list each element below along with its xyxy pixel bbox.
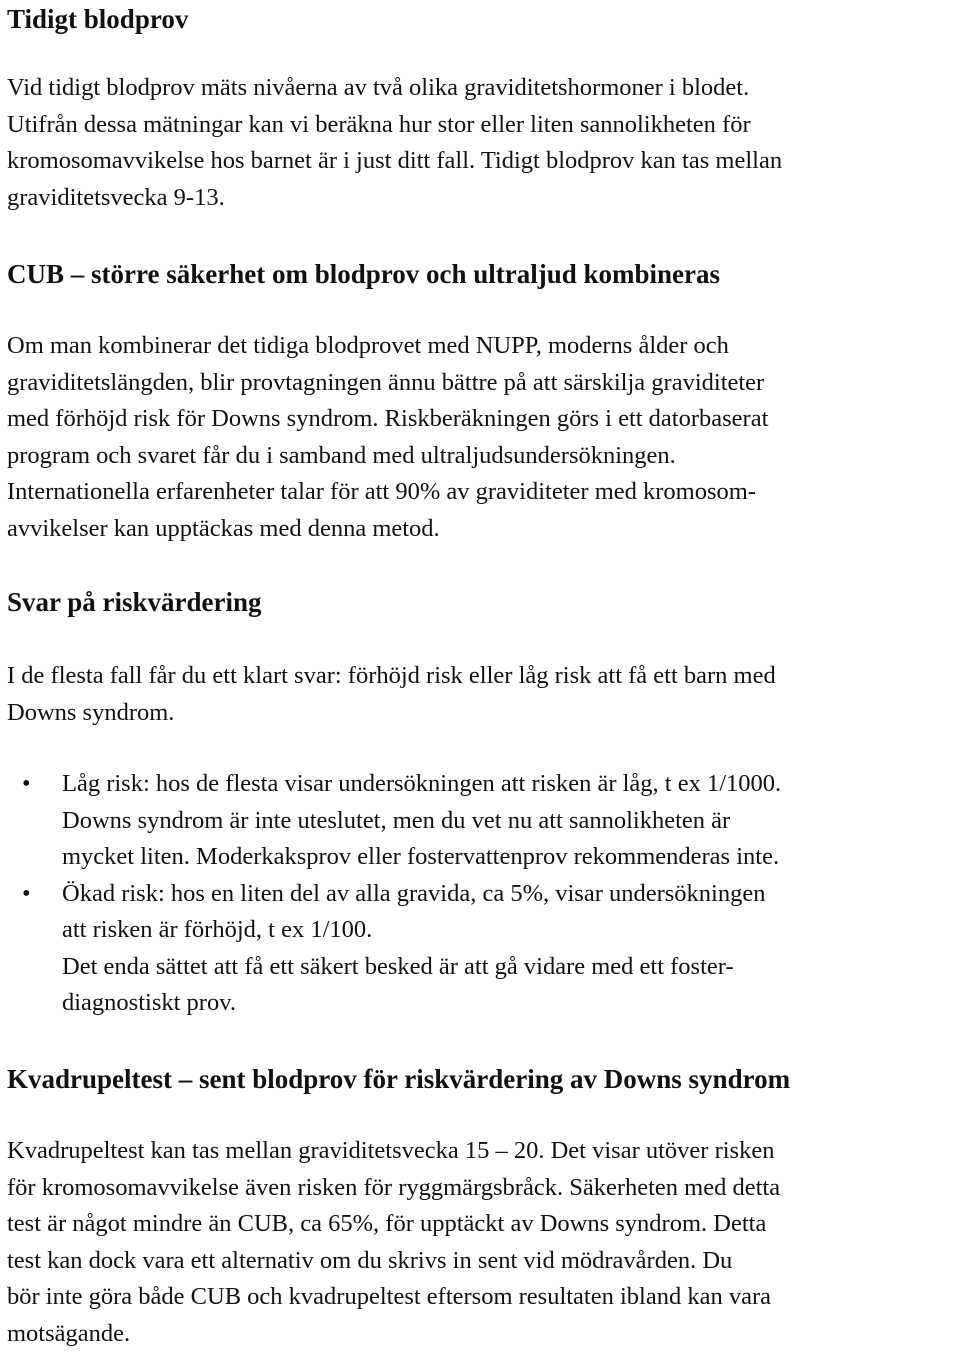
text-line: Downs syndrom är inte uteslutet, men du vet nu att sannolikheten är: [62, 803, 957, 840]
text-line: Det enda sättet att få ett säkert besked är att gå vidare med ett foster-: [62, 949, 957, 986]
text-line: bör inte göra både CUB och kvadrupeltest eftersom resultaten ibland kan vara: [7, 1279, 957, 1316]
text-line: Om man kombinerar det tidiga blodprovet med NUPP, moderns ålder och: [7, 328, 957, 365]
paragraph-tidigt-blodprov: [7, 70, 957, 216]
text-line: program och svaret får du i samband med ultraljudsundersökningen.: [7, 438, 957, 475]
text-line: Utifrån dessa mätningar kan vi beräkna hur stor eller liten sannolikheten för: [7, 107, 957, 144]
text-line: I de flesta fall får du ett klart svar: förhöjd risk eller låg risk att få ett barn med: [7, 658, 957, 695]
paragraph-svar: [7, 658, 957, 731]
text-line: Ökad risk: hos en liten del av alla gravida, ca 5%, visar undersökningen: [62, 876, 957, 913]
heading-cub: CUB – större säkerhet om blodprov och ultraljud kombineras: [7, 257, 720, 291]
bullet-icon: •: [22, 766, 31, 803]
heading-kvadrupeltest: Kvadrupeltest – sent blodprov för riskvärdering av Downs syndrom: [7, 1062, 790, 1096]
heading-svar-pa-riskvardering: Svar på riskvärdering: [7, 585, 262, 619]
text-line: för kromosomavvikelse även risken för ryggmärgsbråck. Säkerheten med detta: [7, 1170, 957, 1207]
text-line: Vid tidigt blodprov mäts nivåerna av två olika graviditetshormoner i blodet.: [7, 70, 957, 107]
text-line: med förhöjd risk för Downs syndrom. Riskberäkningen görs i ett datorbaserat: [7, 401, 957, 438]
text-line: att risken är förhöjd, t ex 1/100.: [62, 912, 957, 949]
text-line: graviditetslängden, blir provtagningen ännu bättre på att särskilja graviditeter: [7, 365, 957, 402]
heading-tidigt-blodprov: Tidigt blodprov: [7, 2, 188, 36]
text-line: Låg risk: hos de flesta visar undersökningen att risken är låg, t ex 1/1000.: [62, 766, 957, 803]
bullet-icon: •: [22, 876, 31, 913]
list-item-low-risk: [7, 766, 957, 876]
risk-bullet-list: [7, 766, 957, 1022]
list-item-increased-risk: [7, 876, 957, 1022]
text-line: mycket liten. Moderkaksprov eller fostervattenprov rekommenderas inte.: [62, 839, 957, 876]
paragraph-kvadrupeltest: [7, 1133, 957, 1352]
text-line: kromosomavvikelse hos barnet är i just ditt fall. Tidigt blodprov kan tas mellan: [7, 143, 957, 180]
text-line: Internationella erfarenheter talar för att 90% av graviditeter med kromosom-: [7, 474, 957, 511]
text-line: graviditetsvecka 9-13.: [7, 180, 957, 217]
text-line: avvikelser kan upptäckas med denna metod.: [7, 511, 957, 548]
text-line: Downs syndrom.: [7, 695, 957, 732]
paragraph-cub: [7, 328, 957, 547]
text-line: test kan dock vara ett alternativ om du skrivs in sent vid mödravården. Du: [7, 1243, 957, 1280]
text-line: motsägande.: [7, 1316, 957, 1352]
text-line: test är något mindre än CUB, ca 65%, för upptäckt av Downs syndrom. Detta: [7, 1206, 957, 1243]
text-line: Kvadrupeltest kan tas mellan graviditetsvecka 15 – 20. Det visar utöver risken: [7, 1133, 957, 1170]
text-line: diagnostiskt prov.: [62, 985, 957, 1022]
